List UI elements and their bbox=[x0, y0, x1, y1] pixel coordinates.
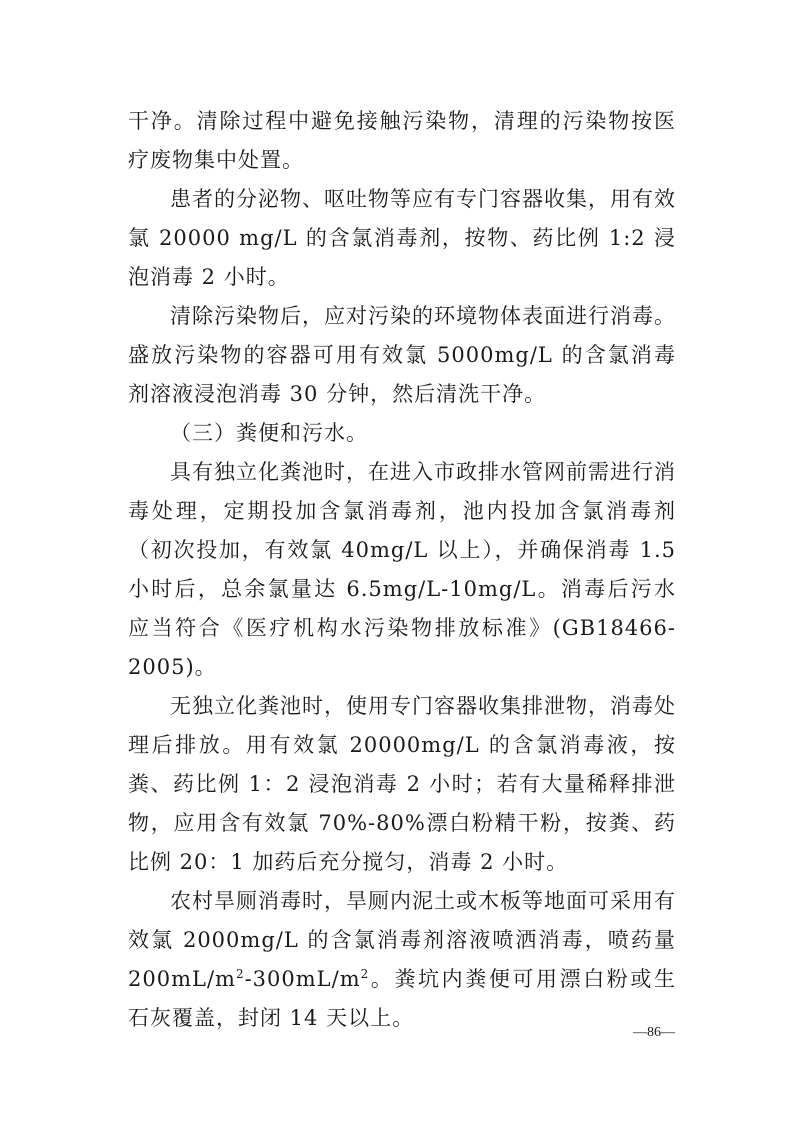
paragraph-rural-toilet bbox=[128, 882, 676, 1038]
paragraph-surface-disinfection: 清除污染物后，应对污染的环境物体表面进行消毒。盛放污染物的容器可用有效氯 5000mg/L 的含氯消毒剂溶液浸泡消毒 30 分钟，然后清洗干净。 bbox=[128, 304, 676, 406]
paragraph-septic-tank: 具有独立化粪池时，在进入市政排水管网前需进行消毒处理，定期投加含氯消毒剂，池内投加含氯消毒剂（初次投加，有效氯 40mg/L 以上），并确保消毒 1.5 小时后，总余氯量达 6.5mg/L-10mg/L。消毒后污水应当符合《医疗机构水污染物排放标准》(GB18466-2005)。 bbox=[128, 460, 676, 679]
paragraph-continuation: 干净。清除过程中避免接触污染物，清理的污染物按医疗废物集中处置。 bbox=[128, 109, 676, 172]
page-number: —86— bbox=[633, 1025, 675, 1040]
paragraph-patient-secretions: 患者的分泌物、呕吐物等应有专门容器收集，用有效氯 20000 mg/L 的含氯消毒剂，按物、药比例 1:2 浸泡消毒 2 小时。 bbox=[128, 187, 676, 289]
paragraph-no-septic-tank: 无独立化粪池时，使用专门容器收集排泄物，消毒处理后排放。用有效氯 20000mg/L 的含氯消毒液，按粪、药比例 1：2 浸泡消毒 2 小时；若有大量稀释排泄物，应用含有效氯 70%-80%漂白粉精干粉，按粪、药比例 20：1 加药后充分搅匀，消毒 2 小时。 bbox=[128, 694, 676, 874]
section-heading-feces-sewage: （三）粪便和污水。 bbox=[170, 421, 368, 445]
superscript-squared: 2 bbox=[235, 967, 245, 981]
rural-text-part2: -300mL/m bbox=[244, 967, 361, 991]
document-body bbox=[128, 102, 676, 1038]
rural-text-part1: 农村旱厕消毒时，旱厕内泥土或木板等地面可采用有效氯 2000mg/L 的含氯消毒剂溶液喷洒消毒，喷药量 200mL/m bbox=[128, 889, 676, 991]
superscript-squared: 2 bbox=[360, 967, 370, 981]
rural-text-part3: 。粪坑内粪便可用漂白粉或生石灰覆盖，封闭 14 天以上。 bbox=[128, 967, 676, 1030]
